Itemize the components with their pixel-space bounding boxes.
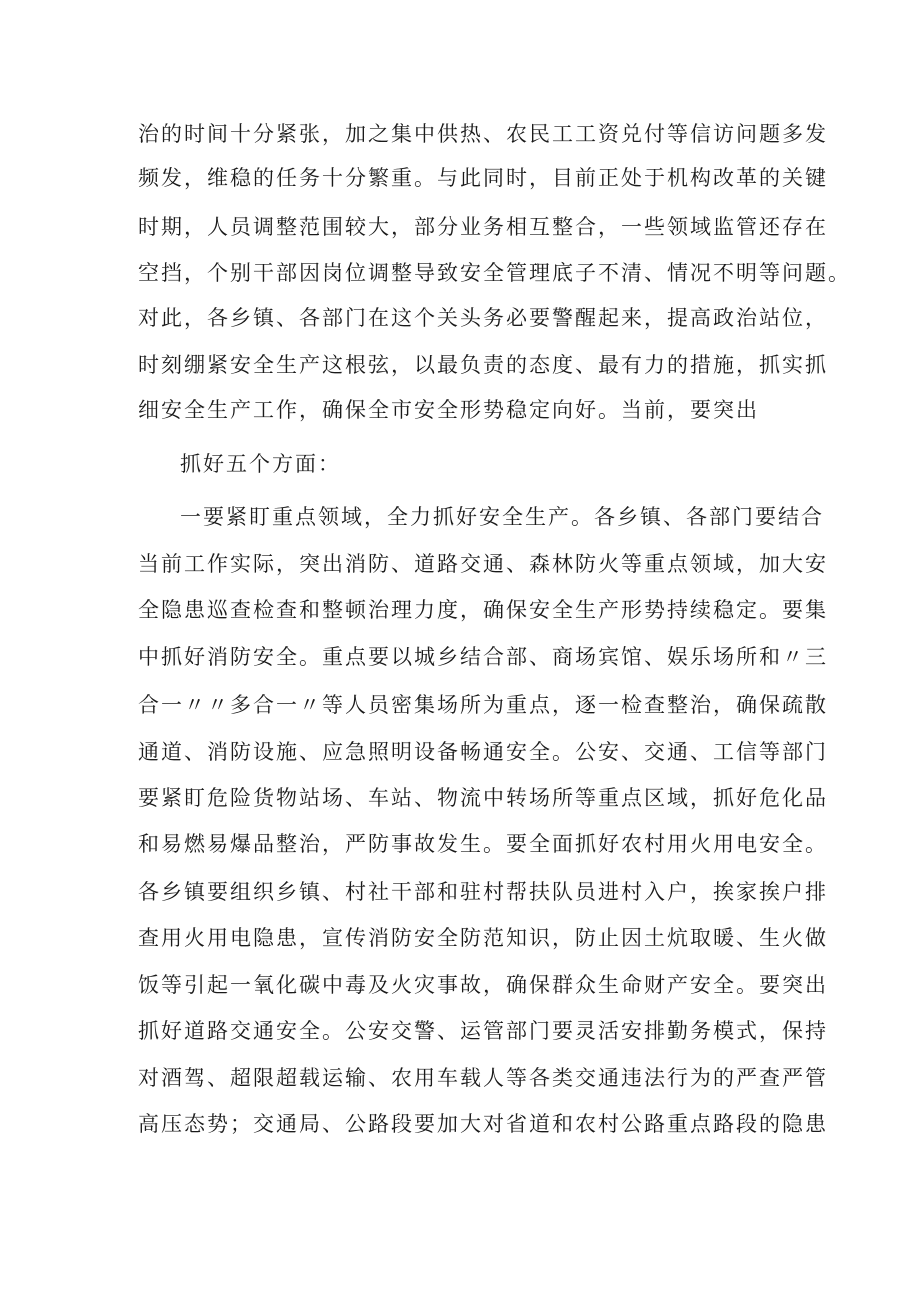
text-line: 饭等引起一氧化碳中毒及火灾事故，确保群众生命财产安全。要突出 — [138, 973, 828, 997]
text-line: 合一〃〃多合一〃等人员密集场所为重点，逐一检查整治，确保疏散 — [138, 693, 828, 717]
text-line: 通道、消防设施、应急照明设备畅通安全。公安、交通、工信等部门 — [138, 740, 828, 764]
text-line: 空挡，个别干部因岗位调整导致安全管理底子不清、情况不明等问题。 — [138, 261, 851, 285]
text-line: 高压态势；交通局、公路段要加大对省道和农村公路重点路段的隐患 — [138, 1112, 828, 1136]
text-line: 和易燃易爆品整治，严防事故发生。要全面抓好农村用火用电安全。 — [138, 832, 828, 856]
text-line: 细安全生产工作，确保全市安全形势稳定向好。当前，要突出 — [138, 398, 759, 422]
text-line: 全隐患巡查检查和整顿治理力度，确保安全生产形势持续稳定。要集 — [138, 598, 828, 622]
text-line: 抓好道路交通安全。公安交警、运管部门要灵活安排勤务模式，保持 — [138, 1019, 828, 1043]
text-line: 当前工作实际，突出消防、道路交通、森林防火等重点领域，加大安 — [138, 552, 828, 576]
text-line: 对此，各乡镇、各部门在这个关头务必要警醒起来，提高政治站位， — [138, 306, 828, 330]
text-line: 时刻绷紧安全生产这根弦，以最负责的态度、最有力的措施，抓实抓 — [138, 353, 828, 377]
text-line: 时期，人员调整范围较大，部分业务相互整合，一些领域监管还存在 — [138, 215, 828, 239]
text-line: 频发，维稳的任务十分繁重。与此同时，目前正处于机构改革的关键 — [138, 166, 828, 190]
paragraph-heading: 抓好五个方面： — [180, 452, 341, 476]
text-line: 各乡镇要组织乡镇、村社干部和驻村帮扶队员进村入户，挨家挨户排 — [138, 880, 828, 904]
text-line: 治的时间十分紧张，加之集中供热、农民工工资兑付等信访问题多发 — [138, 122, 828, 146]
text-line: 中抓好消防安全。重点要以城乡结合部、商场宾馆、娱乐场所和〃三 — [138, 645, 828, 669]
text-line: 要紧盯危险货物站场、车站、物流中转场所等重点区域，抓好危化品 — [138, 786, 828, 810]
text-line: 查用火用电隐患，宣传消防安全防范知识，防止因土炕取暖、生火做 — [138, 926, 828, 950]
paragraph-first-line: 一要紧盯重点领域，全力抓好安全生产。各乡镇、各部门要结合 — [180, 505, 824, 529]
text-line: 对酒驾、超限超载运输、农用车载人等各类交通违法行为的严查严管 — [138, 1066, 828, 1090]
